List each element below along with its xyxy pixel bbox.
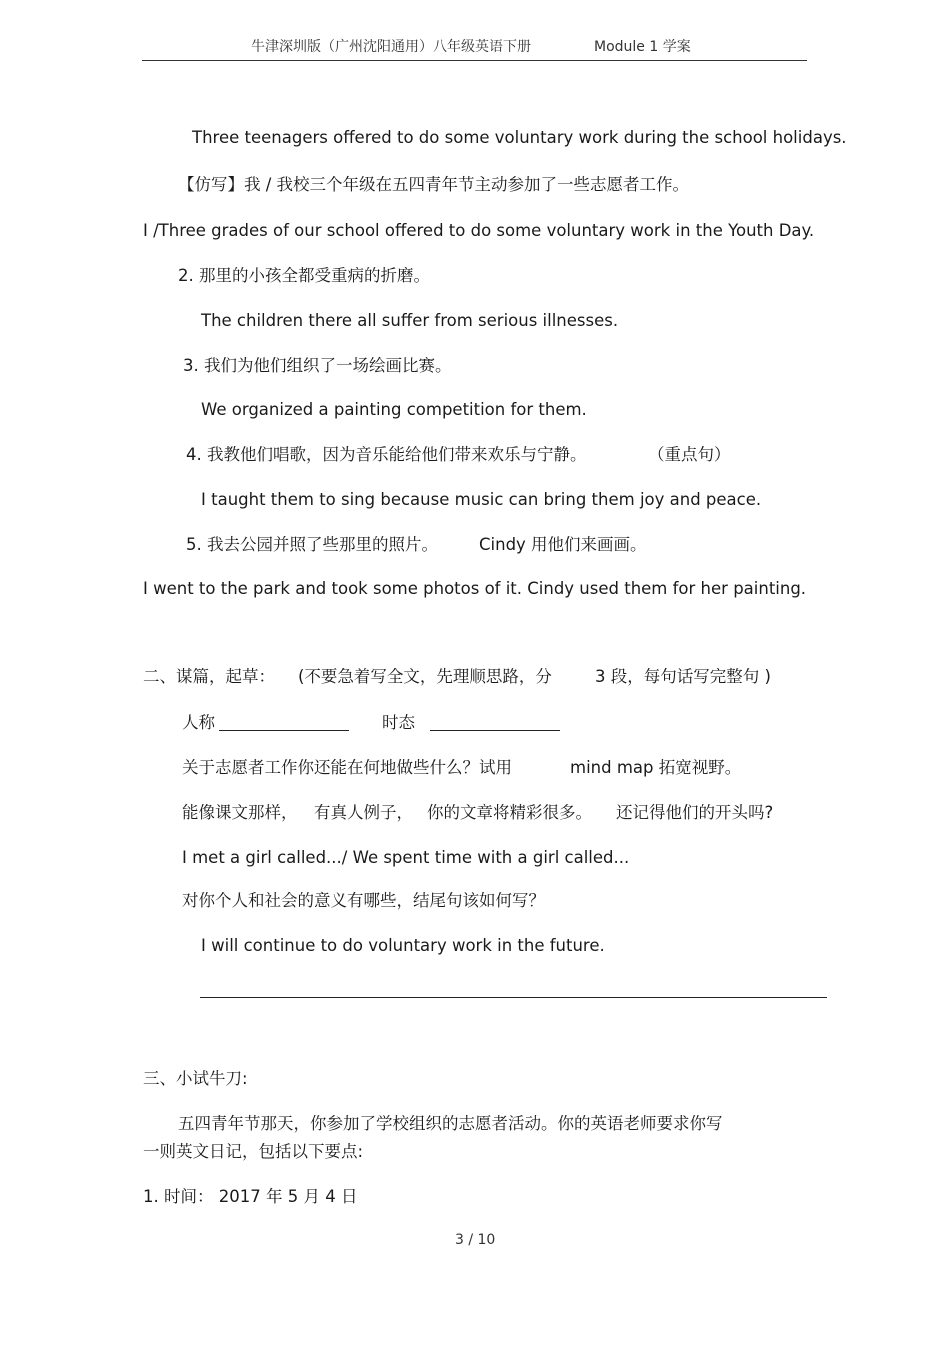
imitation-label: 【仿写】	[178, 175, 244, 194]
page-number: 3 / 10	[455, 1232, 496, 1248]
question-2b: 有真人例子，	[314, 803, 413, 822]
section3-point1: 1. 时间： 2017 年 5 月 4 日	[143, 1187, 358, 1206]
question-2-example: I met a girl called.../ We spent time with a girl called...	[182, 848, 630, 867]
question-2c: 你的文章将精彩很多。	[427, 803, 592, 822]
question-1-mindmap: mind map 拓宽视野。	[570, 758, 742, 777]
question-2d: 还记得他们的开头吗?	[616, 803, 774, 822]
question-3: 对你个人和社会的意义有哪些，结尾句该如何写？	[182, 891, 545, 910]
question-2a: 能像课文那样，	[182, 803, 298, 822]
item-5-en: I went to the park and took some photos of it. Cindy used them for her painting.	[143, 579, 807, 598]
item-4-note: （重点句）	[648, 445, 731, 464]
section3-para-line1: 五四青年节那天，你参加了学校组织的志愿者活动。你的英语老师要求你写	[178, 1114, 723, 1133]
item-3-cn: 3. 我们为他们组织了一场绘画比赛。	[183, 356, 452, 375]
item-5-cn: 5. 我去公园并照了些那里的照片。	[186, 535, 438, 554]
item-4-cn: 4. 我教他们唱歌，因为音乐能给他们带来欢乐与宁静。	[186, 445, 587, 464]
section2-heading: 二、谋篇，起草：	[143, 667, 275, 686]
writing-line[interactable]	[200, 997, 827, 998]
question-3-example: I will continue to do voluntary work in the future.	[201, 936, 605, 955]
tense-label: 时态	[382, 713, 415, 732]
item-2-en: The children there all suffer from serious illnesses.	[201, 311, 619, 330]
header-rule	[142, 60, 807, 61]
tense-blank[interactable]	[430, 714, 560, 735]
imitation-en: I /Three grades of our school offered to do some voluntary work in the Youth Day.	[143, 221, 815, 240]
example-sentence: Three teenagers offered to do some voluntary work during the school holidays.	[192, 128, 847, 147]
section3-heading: 三、小试牛刀:	[143, 1069, 248, 1088]
imitation-cn: 我 / 我校三个年级在五四青年节主动参加了一些志愿者工作。	[244, 175, 690, 194]
section2-note: (不要急着写全文，先理顺思路，分	[298, 667, 552, 686]
header-title: 牛津深圳版（广州沈阳通用）八年级英语下册	[251, 39, 531, 55]
item-5-cn2: Cindy 用他们来画画。	[479, 535, 647, 554]
imitation-line	[178, 174, 689, 196]
person-label: 人称	[182, 713, 215, 732]
section3-para-line2: 一则英文日记，包括以下要点:	[143, 1142, 364, 1161]
person-blank[interactable]	[219, 714, 349, 735]
item-4-en: I taught them to sing because music can bring them joy and peace.	[201, 490, 762, 509]
item-2-cn: 2. 那里的小孩全都受重病的折磨。	[178, 266, 430, 285]
item-3-en: We organized a painting competition for them.	[201, 400, 587, 419]
section2-note-2: 3 段，每句话写完整句 )	[595, 667, 771, 686]
question-1: 关于志愿者工作你还能在何地做些什么？试用	[182, 758, 512, 777]
header-module: Module 1 学案	[594, 39, 691, 55]
